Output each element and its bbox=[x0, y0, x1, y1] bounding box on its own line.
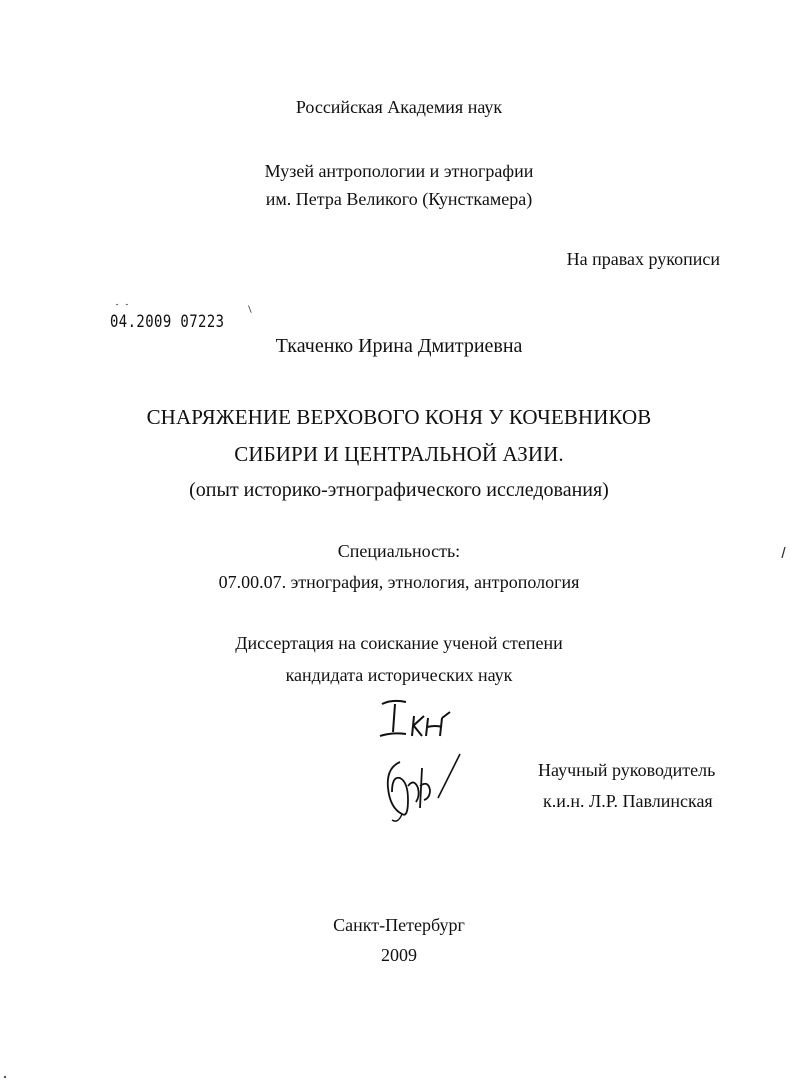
author-name: Ткаченко Ирина Дмитриевна bbox=[275, 335, 523, 357]
museum-name-line1: Музей антропологии и этнографии bbox=[264, 161, 534, 181]
city: Санкт-Петербург bbox=[333, 915, 465, 935]
degree-line2: кандидата исторических наук bbox=[285, 665, 513, 685]
specialty-label: Специальность: bbox=[337, 541, 461, 561]
stamp-tick-marks: ˘ ˘ bbox=[114, 304, 130, 314]
title-line1: СНАРЯЖЕНИЕ ВЕРХОВОГО КОНЯ У КОЧЕВНИКОВ bbox=[146, 405, 652, 429]
registration-number: 04.2009 07223 bbox=[110, 312, 225, 332]
specialty-value: 07.00.07. этнография, этнология, антропология bbox=[218, 572, 580, 592]
year: 2009 bbox=[381, 945, 417, 965]
registration-stamp bbox=[110, 304, 253, 332]
scan-speck-mark bbox=[780, 546, 788, 560]
supervisor-name: к.и.н. Л.Р. Павлинская bbox=[543, 791, 713, 811]
stamp-tick-mark-end: \ bbox=[247, 305, 253, 315]
title-line2: СИБИРИ И ЦЕНТРАЛЬНОЙ АЗИИ. bbox=[234, 442, 564, 466]
degree-line1: Диссертация на соискание ученой степени bbox=[235, 633, 563, 653]
handwritten-note-mark bbox=[378, 696, 470, 746]
signature-mark bbox=[378, 748, 468, 828]
academy-name: Российская Академия наук bbox=[295, 97, 503, 117]
title-subtitle: (опыт историко-этнографического исследования) bbox=[189, 479, 609, 501]
supervisor-label: Научный руководитель bbox=[538, 760, 716, 780]
scan-dot-mark bbox=[2, 1074, 8, 1080]
rights-note: На правах рукописи bbox=[566, 249, 720, 269]
museum-name-line2: им. Петра Великого (Кунсткамера) bbox=[265, 189, 533, 209]
